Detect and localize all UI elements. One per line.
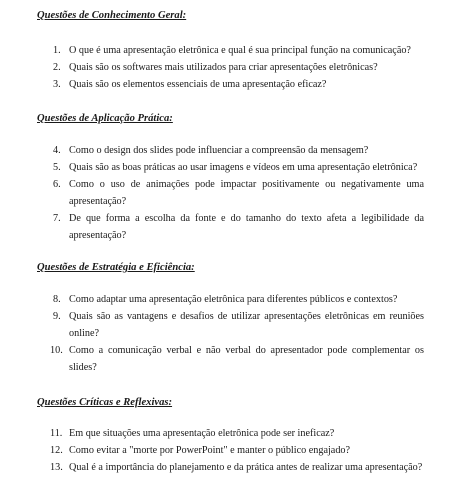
question-item [0, 308, 475, 342]
question-text: Qual é a importância do planejamento e da prática antes de realizar uma apresentação? [69, 462, 423, 473]
question-item [0, 459, 475, 476]
question-text: Quais são os elementos essenciais de uma apresentação eficaz? [69, 79, 327, 90]
question-item [0, 425, 475, 442]
question-item [0, 42, 475, 59]
question-list [0, 42, 475, 93]
question-number: 1. [53, 45, 61, 56]
question-number: 2. [53, 62, 61, 73]
question-text: Em que situações uma apresentação eletrônica pode ser ineficaz? [69, 428, 335, 439]
question-number: 13. [50, 462, 63, 473]
question-text: Como o uso de animações pode impactar positivamente ou negativamente uma apresentação? [69, 179, 424, 207]
question-list [0, 291, 475, 376]
question-number: 4. [53, 145, 61, 156]
section-heading: Questões de Conhecimento Geral: [37, 10, 187, 21]
question-number: 8. [53, 294, 61, 305]
question-number: 9. [53, 311, 61, 322]
question-item [0, 342, 475, 376]
question-item [0, 442, 475, 459]
question-number: 10. [50, 345, 63, 356]
section-heading: Questões de Estratégia e Eficiência: [37, 262, 195, 273]
question-text: Quais são as vantagens e desafios de utilizar apresentações eletrônicas em reuniões online? [69, 311, 424, 339]
question-item [0, 176, 475, 210]
question-number: 12. [50, 445, 63, 456]
question-text: Quais são as boas práticas ao usar imagens e vídeos em uma apresentação eletrônica? [69, 162, 418, 173]
section-heading: Questões de Aplicação Prática: [37, 113, 173, 124]
question-text: Como o design dos slides pode influenciar a compreensão da mensagem? [69, 145, 369, 156]
question-number: 7. [53, 213, 61, 224]
question-text: De que forma a escolha da fonte e do tamanho do texto afeta a legibilidade da apresentação? [69, 213, 424, 241]
question-text: Como a comunicação verbal e não verbal do apresentador pode complementar os slides? [69, 345, 424, 373]
question-item [0, 159, 475, 176]
question-text: Como evitar a "morte por PowerPoint" e manter o público engajado? [69, 445, 351, 456]
question-number: 6. [53, 179, 61, 190]
question-item [0, 76, 475, 93]
question-item [0, 142, 475, 159]
question-item [0, 210, 475, 244]
question-item [0, 59, 475, 76]
question-text: O que é uma apresentação eletrônica e qual é sua principal função na comunicação? [69, 45, 411, 56]
question-text: Quais são os softwares mais utilizados para criar apresentações eletrônicas? [69, 62, 378, 73]
question-list [0, 142, 475, 244]
question-item [0, 291, 475, 308]
question-text: Como adaptar uma apresentação eletrônica para diferentes públicos e contextos? [69, 294, 398, 305]
section-heading: Questões Críticas e Reflexivas: [37, 397, 173, 408]
question-number: 5. [53, 162, 61, 173]
question-list [0, 425, 475, 476]
question-number: 3. [53, 79, 61, 90]
question-number: 11. [50, 428, 63, 439]
